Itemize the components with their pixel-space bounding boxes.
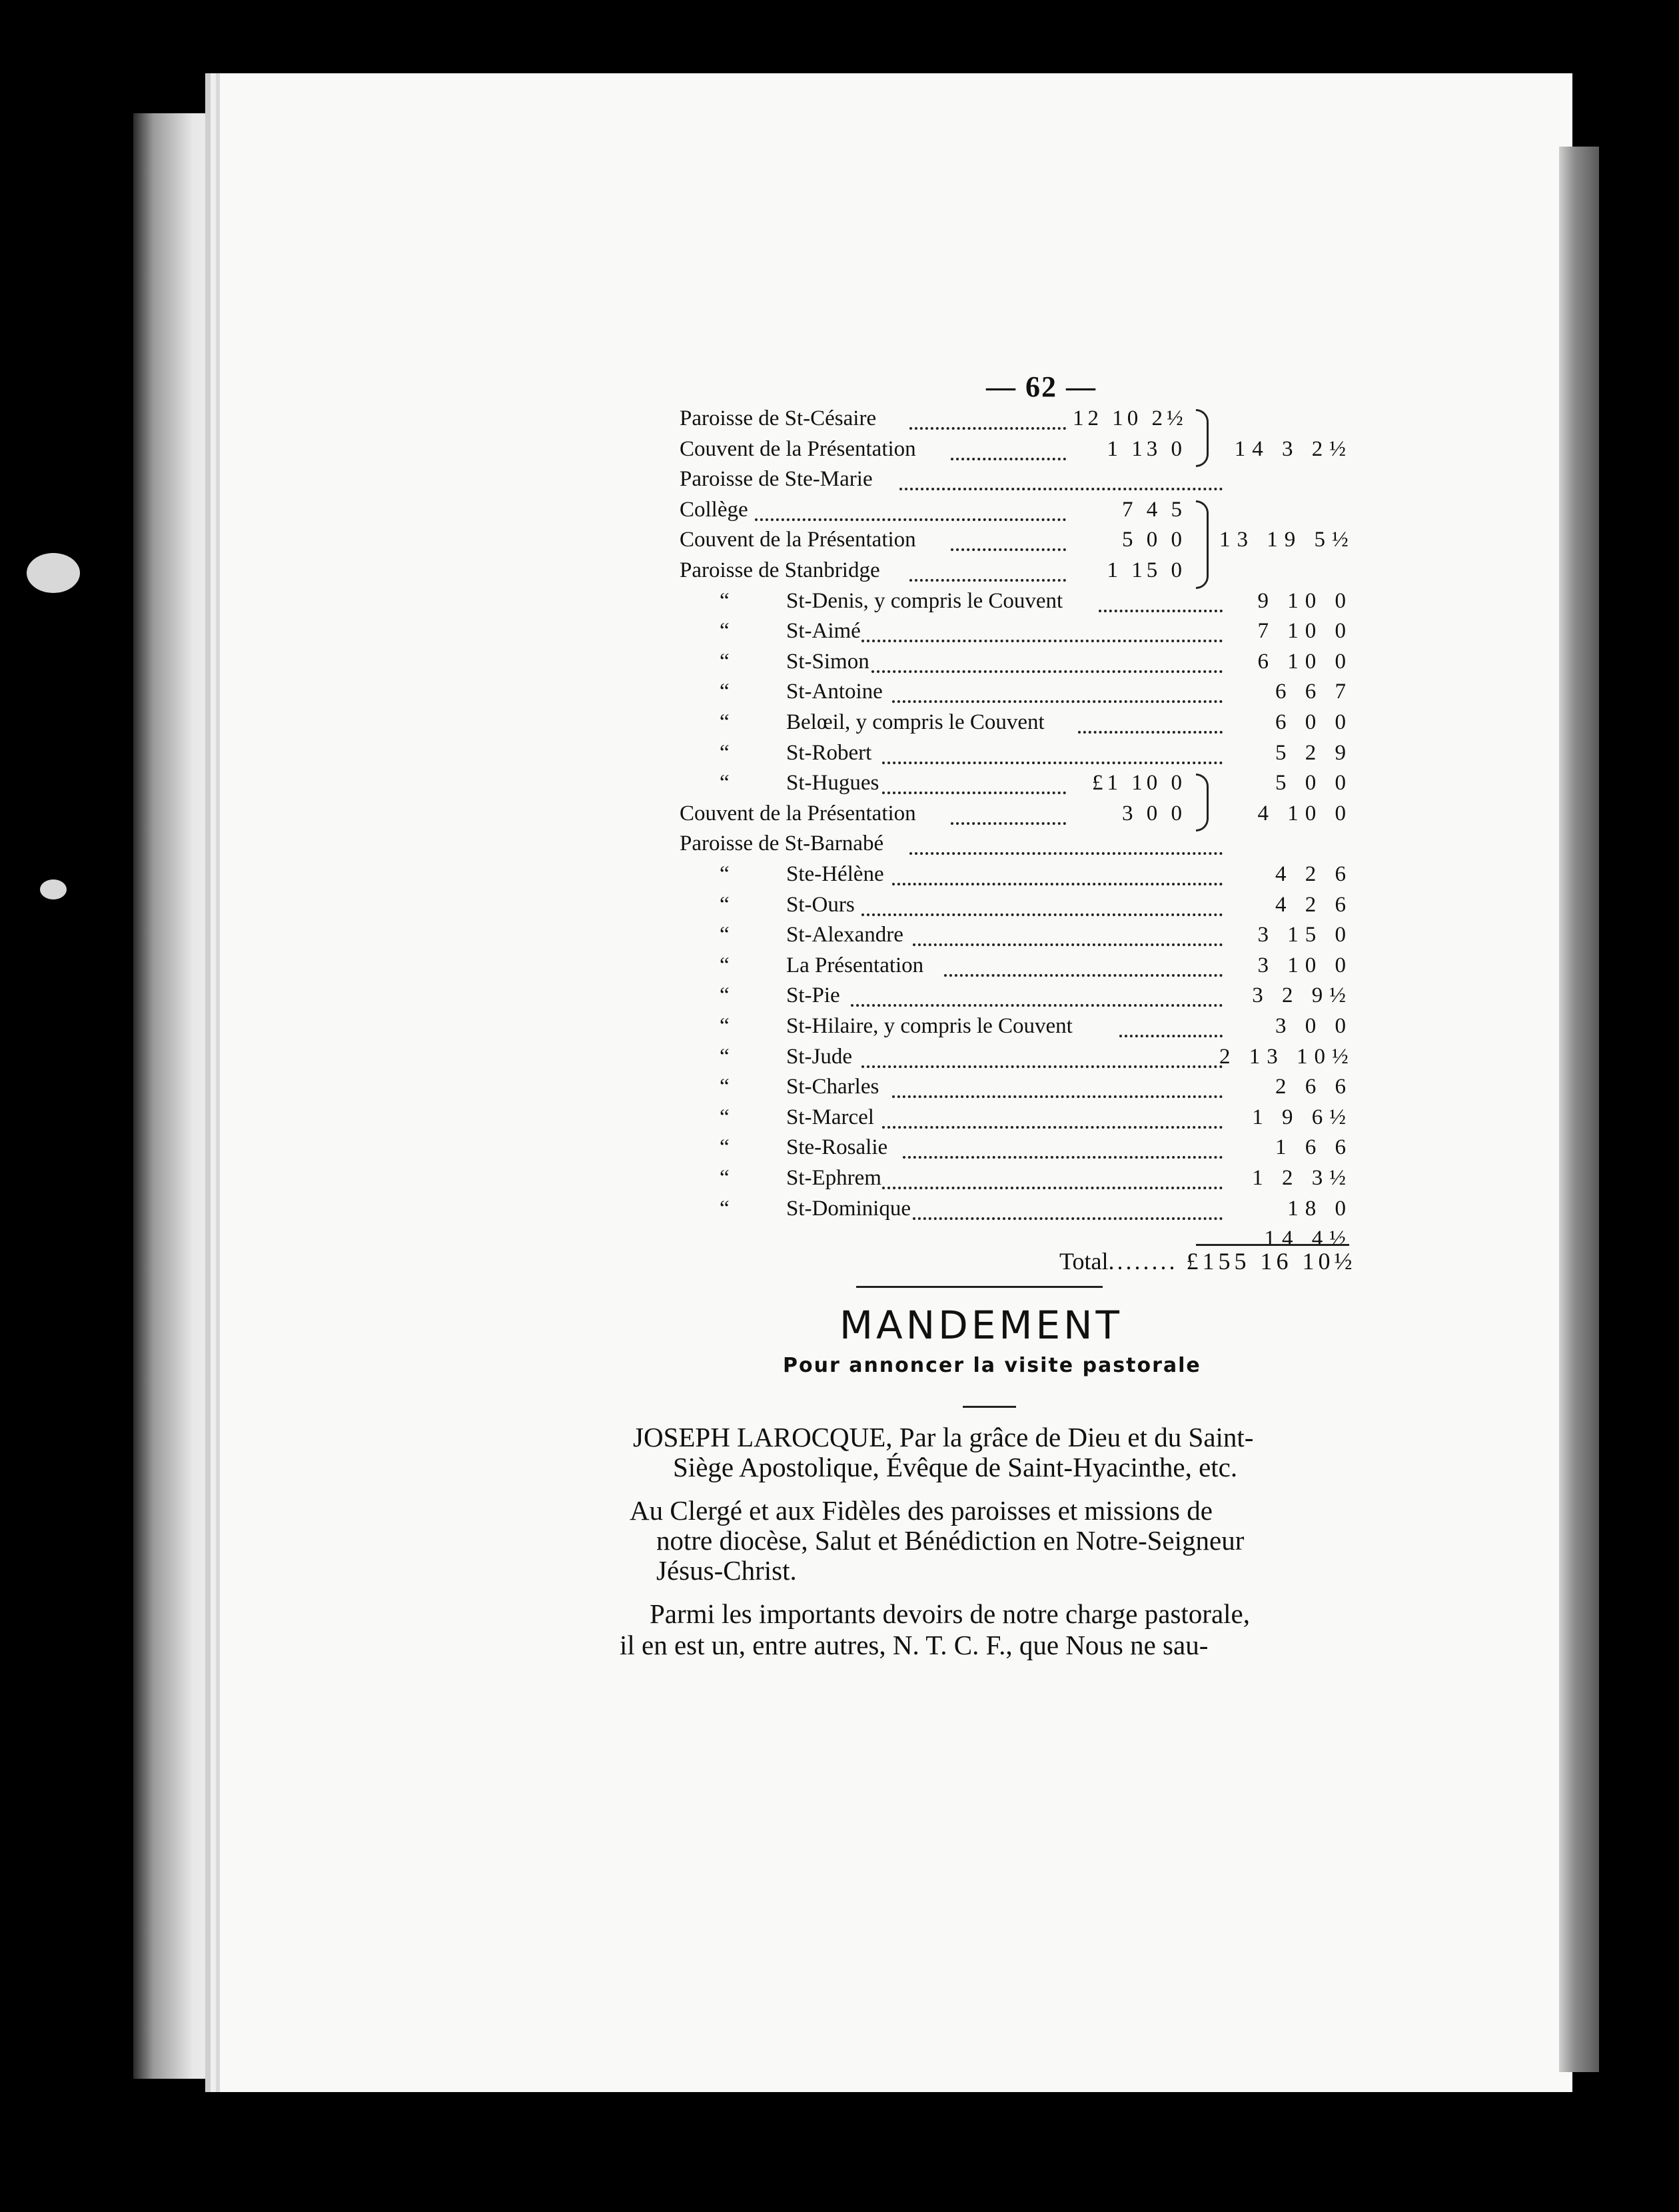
subtotal-amount: £1 10 0 bbox=[1092, 771, 1186, 796]
body-line-2: il en est un, entre autres, N. T. C. F., que Nous ne sau- bbox=[620, 1630, 1209, 1660]
total-rule bbox=[1196, 1244, 1349, 1246]
ditto-mark: “ bbox=[720, 1166, 730, 1190]
short-rule bbox=[963, 1406, 1016, 1408]
amount: 3 10 0 bbox=[1257, 953, 1353, 977]
ledger-row bbox=[660, 710, 1393, 740]
ledger-row bbox=[660, 1045, 1393, 1074]
parish-name: St-Pie bbox=[786, 983, 840, 1008]
dot-leader bbox=[909, 852, 1223, 855]
group-brace bbox=[1196, 409, 1209, 467]
ledger-row bbox=[660, 467, 1393, 496]
page-number: — 62 — bbox=[986, 370, 1097, 403]
amount: 3 15 0 bbox=[1257, 923, 1353, 947]
ditto-mark: “ bbox=[720, 680, 730, 704]
parish-name: Couvent de la Présentation bbox=[680, 528, 916, 552]
subtotal-amount: 1 15 0 bbox=[1107, 558, 1186, 582]
ledger-row bbox=[660, 1105, 1393, 1135]
amount: 14 4½ bbox=[1264, 1227, 1353, 1251]
parish-name: St-Robert bbox=[786, 740, 872, 765]
address-line-1: JOSEPH LAROCQUE, Par la grâce de Dieu et du Saint- bbox=[633, 1422, 1254, 1452]
dot-leader bbox=[755, 518, 1067, 521]
ledger-row bbox=[660, 437, 1393, 466]
ditto-mark: “ bbox=[720, 1105, 730, 1129]
ledger-row bbox=[660, 1075, 1393, 1104]
parish-name: Paroisse de St-Barnabé bbox=[680, 831, 884, 856]
parish-name: St-Hugues bbox=[786, 771, 879, 796]
ledger-row bbox=[660, 893, 1393, 922]
dot-leader bbox=[951, 548, 1066, 551]
mandement-title: MANDEMENT bbox=[840, 1303, 1123, 1348]
ledger-row bbox=[660, 650, 1393, 679]
dot-leader bbox=[909, 427, 1066, 430]
dot-leader bbox=[861, 640, 1223, 642]
ledger-row bbox=[660, 831, 1393, 861]
parish-name: Couvent de la Présentation bbox=[680, 436, 916, 461]
scan-speck bbox=[40, 879, 67, 899]
amount: 6 0 0 bbox=[1275, 710, 1353, 734]
ditto-mark: “ bbox=[720, 1044, 730, 1069]
dot-leader bbox=[913, 1217, 1223, 1220]
parish-name: Collège bbox=[680, 497, 748, 522]
total-value: £155 16 10½ bbox=[1186, 1248, 1357, 1275]
amount: 2 13 10½ bbox=[1219, 1044, 1355, 1069]
parish-name: St-Marcel bbox=[786, 1105, 874, 1129]
ditto-mark: “ bbox=[720, 771, 730, 796]
parish-name: St-Ours bbox=[786, 892, 855, 917]
parish-name: St-Charles bbox=[786, 1075, 879, 1099]
ledger-row bbox=[660, 923, 1393, 952]
parish-name: Ste-Rosalie bbox=[786, 1135, 888, 1160]
ditto-mark: “ bbox=[720, 862, 730, 886]
ledger-row bbox=[660, 498, 1393, 527]
dot-leader bbox=[882, 1187, 1223, 1189]
parish-name: St-Hilaire, y compris le Couvent bbox=[786, 1014, 1073, 1038]
dot-leader bbox=[903, 1156, 1223, 1159]
parish-name: Belœil, y compris le Couvent bbox=[786, 710, 1045, 734]
amount: 4 2 6 bbox=[1275, 862, 1353, 886]
parish-name: Paroisse de Ste-Marie bbox=[680, 467, 873, 492]
ledger-row bbox=[660, 558, 1393, 588]
ditto-mark: “ bbox=[720, 1014, 730, 1038]
dot-leader bbox=[951, 458, 1066, 460]
address-line-2: Siège Apostolique, Évêque de Saint-Hyacinthe, etc. bbox=[673, 1452, 1238, 1482]
ditto-mark: “ bbox=[720, 710, 730, 734]
ledger-row bbox=[660, 771, 1393, 800]
parish-name: St-Dominique bbox=[786, 1196, 911, 1221]
ledger-row bbox=[660, 528, 1393, 557]
parish-name: St-Aimé bbox=[786, 619, 861, 644]
dot-leader bbox=[913, 943, 1223, 946]
dot-leader bbox=[1119, 1035, 1223, 1037]
ledger-row bbox=[660, 983, 1393, 1013]
ditto-mark: “ bbox=[720, 588, 730, 613]
parish-name: Ste-Hélène bbox=[786, 862, 884, 886]
dot-leader bbox=[882, 1126, 1223, 1129]
amount: 4 10 0 bbox=[1257, 801, 1353, 826]
ditto-mark: “ bbox=[720, 1075, 730, 1099]
ledger-row bbox=[660, 741, 1393, 770]
ditto-mark: “ bbox=[720, 892, 730, 917]
dot-leader bbox=[882, 792, 1067, 794]
ledger-row bbox=[660, 619, 1393, 648]
ledger-row bbox=[660, 1197, 1393, 1226]
dot-leader bbox=[861, 913, 1223, 916]
ledger-row bbox=[660, 1166, 1393, 1195]
amount: 1 6 6 bbox=[1275, 1135, 1353, 1160]
group-brace bbox=[1196, 500, 1209, 589]
amount: 6 10 0 bbox=[1257, 649, 1353, 674]
dot-leader bbox=[944, 974, 1223, 977]
dot-leader bbox=[892, 700, 1223, 703]
dot-leader bbox=[871, 670, 1223, 673]
dot-leader bbox=[892, 1095, 1223, 1098]
amount: 2 6 6 bbox=[1275, 1075, 1353, 1099]
ledger-row bbox=[660, 406, 1393, 436]
amount: 13 19 5½ bbox=[1219, 528, 1355, 552]
parish-name: St-Jude bbox=[786, 1044, 852, 1069]
ledger-row bbox=[660, 862, 1393, 891]
dot-leader bbox=[892, 883, 1223, 885]
parish-name: Couvent de la Présentation bbox=[680, 801, 916, 826]
ditto-mark: “ bbox=[720, 983, 730, 1008]
subtotal-amount: 1 13 0 bbox=[1107, 436, 1186, 461]
amount: 6 6 7 bbox=[1275, 680, 1353, 704]
group-brace bbox=[1196, 774, 1209, 831]
amount: 18 0 bbox=[1287, 1196, 1353, 1221]
amount: 4 2 6 bbox=[1275, 892, 1353, 917]
parish-name: La Présentation bbox=[786, 953, 924, 977]
subtotal-amount: 3 0 0 bbox=[1122, 801, 1186, 826]
dot-leader bbox=[851, 1004, 1223, 1007]
amount: 1 9 6½ bbox=[1252, 1105, 1353, 1129]
dot-leader bbox=[861, 1065, 1223, 1068]
amount: 7 10 0 bbox=[1257, 619, 1353, 644]
amount: 14 3 2½ bbox=[1234, 436, 1353, 461]
parish-name: Paroisse de Stanbridge bbox=[680, 558, 880, 582]
amount: 5 0 0 bbox=[1275, 771, 1353, 796]
ledger-row bbox=[660, 1014, 1393, 1043]
total-row: Total........ £155 16 10½ bbox=[1059, 1248, 1357, 1275]
total-label: Total bbox=[1059, 1248, 1109, 1275]
amount: 1 2 3½ bbox=[1252, 1166, 1353, 1190]
salutation-line-1: Au Clergé et aux Fidèles des paroisses et missions de bbox=[630, 1495, 1213, 1526]
ledger-row bbox=[660, 680, 1393, 709]
dot-leader bbox=[1078, 731, 1223, 734]
parish-name: St-Simon bbox=[786, 649, 869, 674]
mandement-subtitle: Pour annoncer la visite pastorale bbox=[783, 1354, 1201, 1377]
book-edge-right bbox=[1559, 147, 1599, 2072]
dot-leader bbox=[899, 488, 1223, 490]
ditto-mark: “ bbox=[720, 1135, 730, 1160]
dot-leader bbox=[951, 822, 1066, 825]
subtotal-amount: 7 4 5 bbox=[1122, 497, 1186, 522]
ledger-row bbox=[660, 589, 1393, 618]
subtotal-amount: 12 10 2½ bbox=[1073, 406, 1187, 430]
scan-speck bbox=[27, 553, 80, 593]
ditto-mark: “ bbox=[720, 619, 730, 644]
ledger-row bbox=[660, 953, 1393, 983]
section-rule bbox=[856, 1286, 1103, 1288]
ledger-row bbox=[660, 1135, 1393, 1165]
parish-name: Paroisse de St-Césaire bbox=[680, 406, 877, 430]
ditto-mark: “ bbox=[720, 953, 730, 977]
dot-leader bbox=[1099, 610, 1223, 612]
body-line-1: Parmi les importants devoirs de notre charge pastorale, bbox=[650, 1598, 1250, 1629]
amount: 9 10 0 bbox=[1257, 588, 1353, 613]
subtotal-amount: 5 0 0 bbox=[1122, 528, 1186, 552]
ditto-mark: “ bbox=[720, 1196, 730, 1221]
parish-name: St-Antoine bbox=[786, 680, 883, 704]
salutation-line-2: notre diocèse, Salut et Bénédiction en Notre-Seigneur bbox=[656, 1525, 1245, 1556]
ditto-mark: “ bbox=[720, 740, 730, 765]
dot-leader bbox=[882, 762, 1223, 764]
amount: 3 0 0 bbox=[1275, 1014, 1353, 1038]
parish-name: St-Alexandre bbox=[786, 923, 903, 947]
amount: 5 2 9 bbox=[1275, 740, 1353, 765]
ditto-mark: “ bbox=[720, 923, 730, 947]
ditto-mark: “ bbox=[720, 649, 730, 674]
parish-name: St-Ephrem bbox=[786, 1166, 881, 1190]
salutation-line-3: Jésus-Christ. bbox=[656, 1555, 797, 1586]
amount: 3 2 9½ bbox=[1252, 983, 1353, 1008]
parish-name: St-Denis, y compris le Couvent bbox=[786, 588, 1063, 613]
dot-leader bbox=[909, 579, 1066, 582]
ledger-row bbox=[660, 802, 1393, 831]
